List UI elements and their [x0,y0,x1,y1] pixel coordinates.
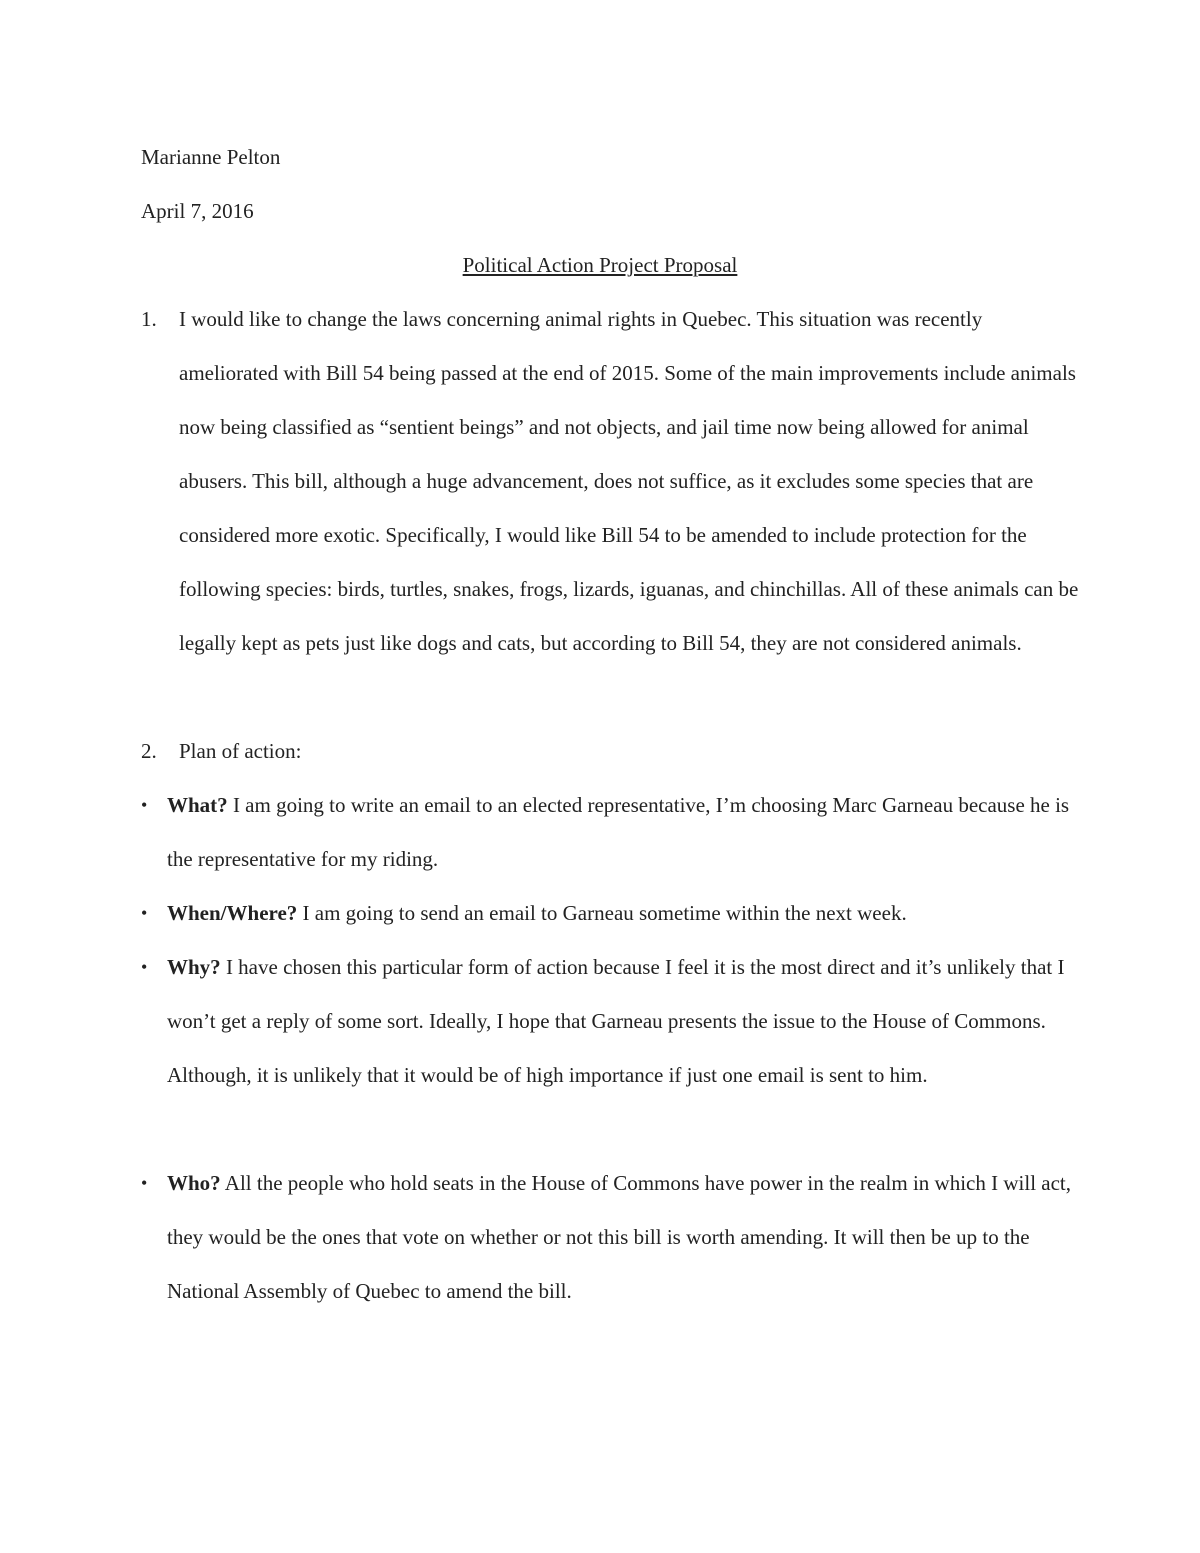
bullet-marker: • [141,903,148,923]
bullet-who [167,1156,1077,1318]
bullet-text: I am going to write an email to an elected representative, I’m choosing Marc Garneau because he is the representative for my riding. [167,793,1070,871]
bullet-marker: • [141,957,148,977]
bullet-label: Why? [167,955,221,979]
bullet-marker: • [141,795,148,815]
bullet-text: I have chosen this particular form of action because I feel it is the most direct and it’s unlikely that I won’t get a reply of some sort. Ideally, I hope that Garneau presents the issue to the House of Commons. Although, it is unlikely that it would be of high importance if just one email is sent to him. [167,955,1065,1087]
bullet-label: What? [167,793,228,817]
bullet-what [167,778,1077,886]
bullet-label: When/Where? [167,901,298,925]
bullet-why [167,940,1077,1102]
list-item-2-text: Plan of action: [179,739,302,763]
document-title: Political Action Project Proposal [462,253,738,277]
bullet-label: Who? [167,1171,221,1195]
list-item-1-text: I would like to change the laws concerning animal rights in Quebec. This situation was recently ameliorated with Bill 54 being passed at the end of 2015. Some of the main improvements include animals now being classified as “sentient beings” and not objects, and jail time now being allowed for animal abusers. This bill, although a huge advancement, does not suffice, as it excludes some species that are considered more exotic. Specifically, I would like Bill 54 to be amended to include protection for the following species: birds, turtles, snakes, frogs, lizards, iguanas, and chinchillas. All of these animals can be legally kept as pets just like dogs and cats, but according to Bill 54, they are not considered animals. [179,307,1079,655]
bullet-when-where [167,886,1077,940]
bullet-marker: • [141,1173,148,1193]
list-number-2: 2. [141,739,157,763]
author-name: Marianne Pelton [141,145,281,169]
list-number-1: 1. [141,307,157,331]
bullet-text: All the people who hold seats in the House of Commons have power in the realm in which I will act, they would be the ones that vote on whether or not this bill is worth amending. It will then be up to the National Assembly of Quebec to amend the bill. [167,1171,1072,1303]
bullet-text: I am going to send an email to Garneau sometime within the next week. [297,901,907,925]
document-date: April 7, 2016 [141,199,254,223]
